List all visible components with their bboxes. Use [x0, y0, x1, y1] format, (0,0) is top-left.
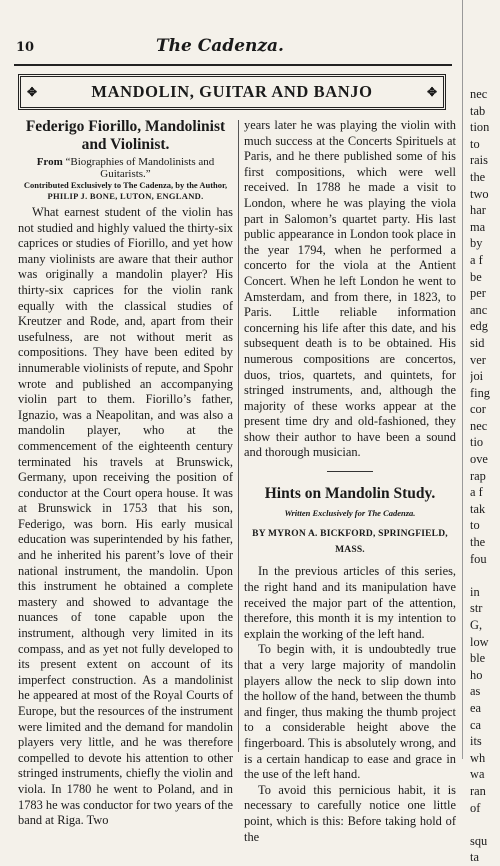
ornament-left-icon: ✥ [27, 84, 38, 99]
text-fragment: be [470, 269, 482, 284]
text-fragment [470, 816, 500, 833]
text-fragment: the [470, 169, 486, 184]
text-fragment: ver [470, 352, 486, 367]
text-fragment: sid [470, 335, 485, 350]
text-fragment: ma [470, 219, 486, 234]
article-title: Federigo Fiorillo, Mandolinist and Violinist. [25, 118, 226, 153]
text-fragment: low [470, 634, 489, 649]
text-fragment: squ [470, 833, 488, 848]
text-fragment: as [470, 684, 481, 699]
text-fragment: a f [470, 252, 483, 267]
exclusive-note: Written Exclusively for The Cadenza. [284, 507, 416, 518]
text-fragment: fou [470, 551, 487, 566]
magazine-masthead: The Cadenza. [156, 36, 284, 56]
text-fragment: ea [470, 700, 481, 715]
article-paragraph: What earnest student of the violin has not studied and highly valued the thirty-six caprices or studies of Fiorillo, and yet how many violinists are aware that their author was originally a mandolin player? His thirty-six caprices for the violin rank equally with the classical studies of Kreutzer and Rode, and, apart from their usefulness, are not without merit as compositions. They have been edited by innumerable violinists of repute, and Spohr wrote and published an accompanying violin part to them. Fiorillo’s father, Ignazio, was a Neapolitan, and was also a mandolin player, who at the commencement of the eighteenth century terminated his travels at Brunswick, Germany, upon receiving the position of conductor at the Court opera house. It was at Brunswick in 1753 that his son, Federigo, was born. His early musical education was superintended by his father, and he inherited his parent’s love of their national instrument, the mandolin. Upon this instrument he obtained a complete mastery and showed to advantage the nuances of tone capable upon the instrument, although very limited in its compass, and as yet not fully developed to its present extent on account of its imperfect construction. As a mandolinist he appeared at most of the Royal Courts of Europe, but the resources of the instrument were limited and the demand for mandolin players very little, and he was therefore compelled to devote his attention to other stringed instruments, chiefly the violin and viola. In 1780 he went to Poland, and in 1783 he was conductor for two years of the band at Riga. Two [18, 205, 233, 828]
article-byline: BY MYRON A. BICKFORD, SPRINGFIELD, MASS. [252, 529, 448, 555]
article-source [18, 156, 233, 180]
text-fragment: tak [470, 501, 486, 516]
text-fragment: per [470, 286, 486, 301]
article-paragraph: To begin with, it is undoubtedly true that a very large majority of mandolin players allow the neck to slip down into the hollow of the hand, between the thumb and finger, thus making the thumb project to a considerable height above the fingerboard. This is absolutely wrong, and is a certain handicap to ease and grace in the use of the left hand. [244, 642, 456, 782]
text-fragment: rap [470, 468, 486, 483]
right-column-fragment [470, 86, 500, 866]
text-fragment: two [470, 186, 489, 201]
text-fragment: ble [470, 651, 486, 666]
text-fragment: wh [470, 750, 486, 765]
text-fragment: str [470, 601, 483, 616]
page-number: 10 [16, 40, 35, 55]
ornament-right-icon: ✥ [426, 84, 437, 99]
text-fragment: wa [470, 767, 485, 782]
text-fragment: rais [470, 153, 488, 168]
text-fragment: tab [470, 103, 486, 118]
text-fragment: G, [470, 618, 483, 632]
text-fragment: nec [470, 418, 488, 433]
text-fragment: a f [470, 485, 483, 500]
article-paragraph: To avoid this pernicious habit, it is necessary to carefully notice one little point, which is this: Before taking hold of the [244, 782, 456, 844]
middle-column [244, 118, 456, 845]
text-fragment: ta [470, 850, 479, 865]
from-label: From [36, 156, 63, 168]
header-rule [14, 64, 452, 66]
text-fragment: to [470, 136, 480, 151]
left-column [18, 118, 233, 829]
text-fragment: ove [470, 452, 488, 467]
text-fragment: by [470, 236, 483, 251]
contribution-note: Contributed Exclusively to The Cadenza, by the Author, [23, 180, 228, 190]
text-fragment: anc [470, 302, 488, 317]
text-fragment: ca [470, 717, 481, 732]
text-fragment: to [470, 518, 480, 533]
article-separator [327, 471, 373, 472]
text-fragment: of [470, 800, 481, 815]
page-edge [462, 0, 463, 759]
text-fragment: ran [470, 783, 486, 798]
text-fragment: edg [470, 319, 488, 334]
text-fragment: har [470, 203, 486, 218]
text-fragment: joi [470, 369, 484, 384]
section-banner [18, 74, 446, 110]
column-divider [238, 120, 239, 752]
text-fragment: fing [470, 385, 490, 400]
text-fragment: in [470, 584, 480, 599]
text-fragment: nec [470, 87, 488, 101]
text-fragment: tio [470, 435, 484, 450]
article-paragraph: In the previous articles of this series, the right hand and its manipulation have received the major part of the attention, therefore, this month it is my intention to explain the working of the left hand. [244, 564, 456, 641]
article-author: PHILIP J. BONE, LUTON, ENGLAND. [47, 190, 204, 201]
text-fragment: tion [470, 120, 490, 135]
text-fragment: its [470, 734, 482, 749]
text-fragment: the [470, 535, 486, 550]
article-paragraph-continued: years later he was playing the violin with much success at the Concerts Spirituels at Paris, and he there published some of his first compositions, which were well received. In 1788 he made a visit to London, where he was playing the viola part in Salomon’s quartet party. His last public appearance in London took place in the year 1794, when he performed a concerto for the viola at the Antient Concert. When he left London he went to Amsterdam, and from there, in 1823, to Paris. Little reliable information concerning his life after this date, and his subsequent death is to be obtained. His numerous compositions are concertos, duos, trios, quartets, and quintets, for stringed instruments, and, although the majority of these works appear at the present time dry and old-fashioned, they show their author to have been a sound and thorough musician. [244, 118, 456, 460]
article-title: Hints on Mandolin Study. [264, 485, 436, 503]
text-fragment [470, 567, 500, 584]
text-fragment: ho [470, 667, 483, 682]
section-title: MANDOLIN, GUITAR AND BANJO [91, 82, 373, 101]
source-title: “Biographies of Mandolinists and Guitarists.” [65, 156, 215, 180]
text-fragment: cor [470, 402, 486, 417]
